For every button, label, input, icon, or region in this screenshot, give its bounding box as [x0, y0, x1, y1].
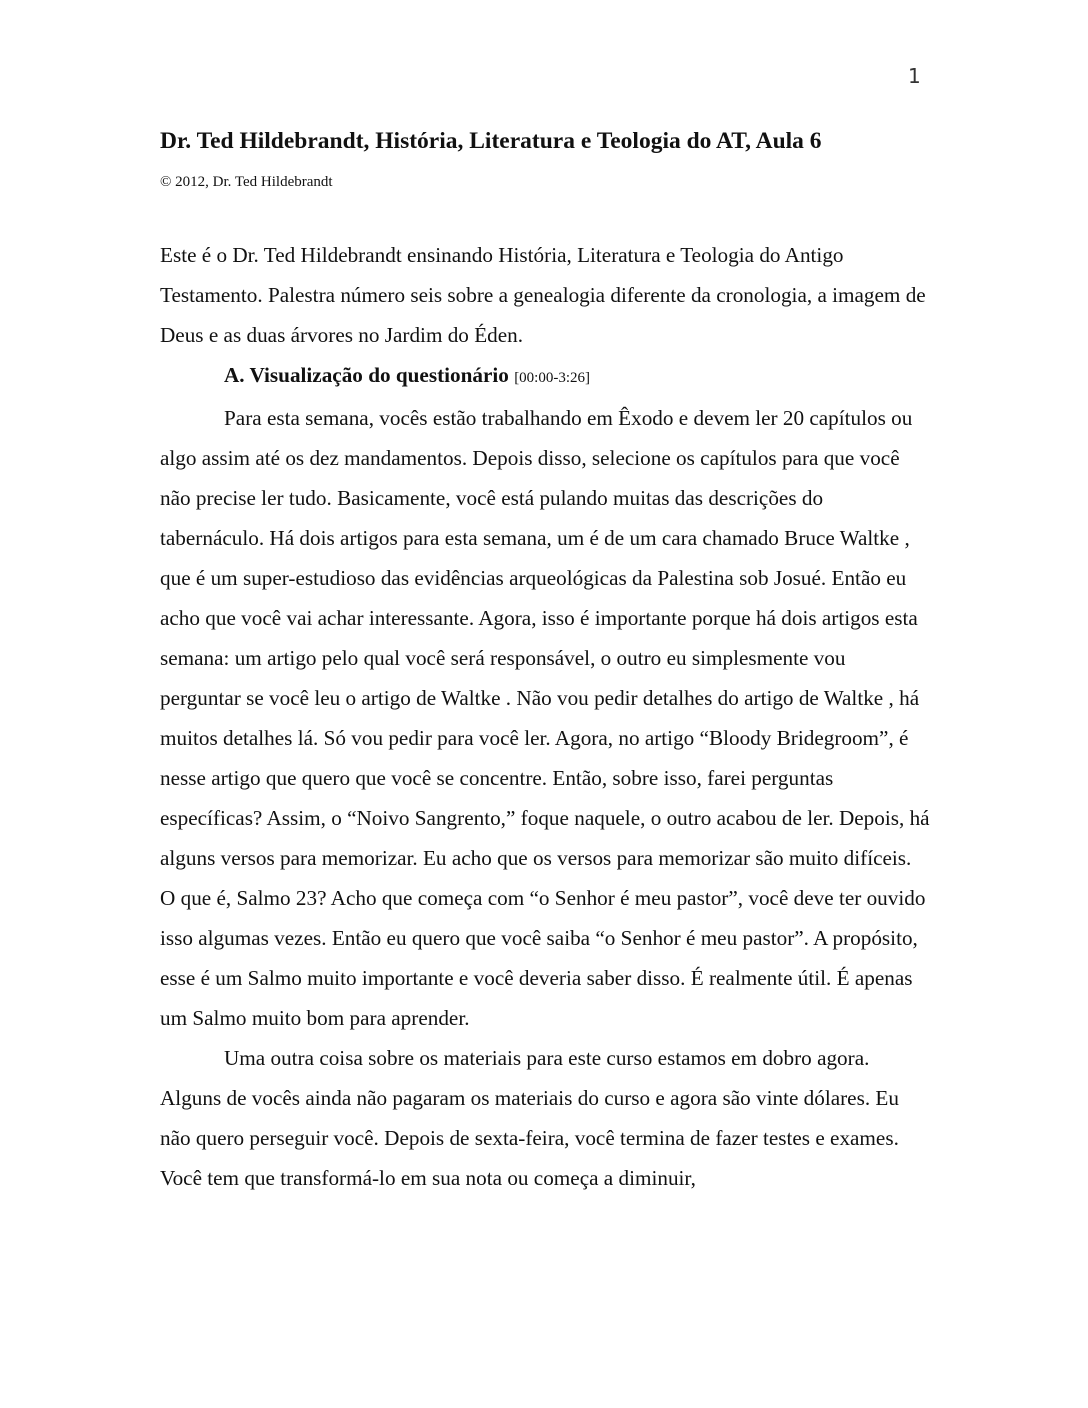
section-timestamp: [00:00-3:26] — [514, 370, 591, 386]
body-paragraph: Para esta semana, vocês estão trabalhando em Êxodo e devem ler 20 capítulos ou algo assim até os dez mandamentos. Depois disso, selecione os capítulos para que você não precise ler tudo. Basicamente, você está pulando muitas das descrições do tabernáculo. Há dois artigos para esta semana, um é de um cara chamado Bruce Waltke , que é um super-estudioso das evidências arqueológicas da Palestina sob Josué. Então eu acho que você vai achar interessante. Agora, isso é importante porque há dois artigos esta semana: um artigo pelo qual você será responsável, o outro eu simplesmente vou perguntar se você leu o artigo de Waltke . Não vou pedir detalhes do artigo de Waltke , há muitos detalhes lá. Só vou pedir para você ler. Agora, no artigo “Bloody Bridegroom”, é nesse artigo que quero que você se concentre. Então, sobre isso, farei perguntas específicas? Assim, o “Noivo Sangrento,” foque naquele, o outro acabou de ler. Depois, há alguns versos para memorizar. Eu acho que os versos para memorizar são muito difíceis. O que é, Salmo 23? Acho que começa com “o Senhor é meu pastor”, você deve ter ouvido isso algumas vezes. Então eu quero que você saiba “o Senhor é meu pastor”. A propósito, esse é um Salmo muito importante e você deveria saber disso. É realmente útil. É apenas um Salmo muito bom para aprender. — [160, 406, 930, 1030]
copyright-line: © 2012, Dr. Ted Hildebrandt — [160, 174, 333, 190]
body-paragraph: Uma outra coisa sobre os materiais para este curso estamos em dobro agora. Alguns de vocês ainda não pagaram os materiais do curso e agora são vinte dólares. Eu não quero perseguir você. Depois de sexta-feira, você termina de fazer testes e exames. Você tem que transformá-lo em sua nota ou começa a diminuir, — [160, 1046, 899, 1190]
intro-paragraph: Este é o Dr. Ted Hildebrandt ensinando História, Literatura e Teologia do Antigo Testamento. Palestra número seis sobre a genealogia diferente da cronologia, a imagem de Deus e as duas árvores no Jardim do Éden. — [160, 243, 926, 347]
section-heading-label: A. Visualização do questionário — [224, 363, 509, 387]
section-heading — [160, 355, 930, 398]
document-title: Dr. Ted Hildebrandt, História, Literatura e Teologia do AT, Aula 6 — [160, 128, 822, 154]
page-number: 1 — [908, 64, 921, 88]
document-body — [160, 235, 930, 1198]
